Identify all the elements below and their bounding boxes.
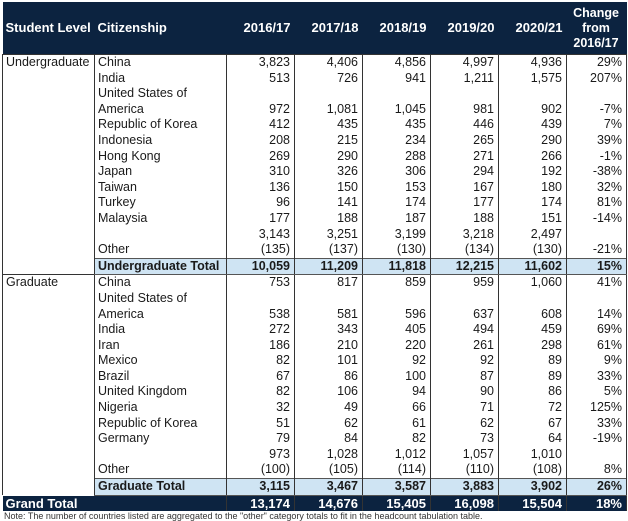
value-cell — [295, 447, 363, 479]
citizenship-cell: Indonesia — [95, 133, 227, 149]
other-count: 3,199 — [394, 226, 426, 241]
other-countries-count: (135) — [260, 242, 290, 257]
table-row — [3, 400, 627, 416]
change-cell: 39% — [567, 133, 627, 149]
value-cell: 177 — [227, 211, 295, 227]
subtotal-value: 3,115 — [227, 479, 295, 496]
value-cell — [431, 447, 499, 479]
change-cell: -38% — [567, 164, 627, 180]
change-cell: -1% — [567, 149, 627, 165]
value-cell: 272 — [227, 322, 295, 338]
subtotal-value: 11,209 — [295, 258, 363, 275]
change-cell: 125% — [567, 400, 627, 416]
value-cell: 208 — [227, 133, 295, 149]
value-cell: 1,045 — [363, 86, 431, 117]
grand-total-value: 16,098 — [431, 495, 499, 511]
value-cell: 151 — [499, 211, 567, 227]
subtotal-change: 26% — [567, 479, 627, 496]
change-cell: 207% — [567, 71, 627, 87]
value-cell — [499, 227, 567, 259]
value-cell: 92 — [363, 353, 431, 369]
value-cell — [295, 227, 363, 259]
value-cell: 89 — [499, 353, 567, 369]
value-cell: 4,406 — [295, 55, 363, 71]
subtotal-row — [3, 258, 627, 275]
value-cell: 136 — [227, 180, 295, 196]
citizenship-cell: Mexico — [95, 353, 227, 369]
value-cell: 73 — [431, 431, 499, 447]
citizenship-cell: United Kingdom — [95, 384, 227, 400]
citizenship-cell: India — [95, 322, 227, 338]
table-row — [3, 291, 627, 322]
table-row — [3, 71, 627, 87]
value-cell — [431, 227, 499, 259]
value-cell: 1,060 — [499, 275, 567, 291]
other-count: 3,143 — [258, 226, 290, 241]
value-cell: 210 — [295, 338, 363, 354]
table-row — [3, 133, 627, 149]
footnote: Note: The number of countries listed are aggregated to the "other" category totals to fit in the headcount tabulation table. — [4, 511, 483, 521]
other-count: 1,028 — [326, 446, 358, 461]
value-cell — [363, 227, 431, 259]
change-cell: 32% — [567, 180, 627, 196]
value-cell: 86 — [499, 384, 567, 400]
header-change — [567, 2, 627, 55]
value-cell: 188 — [431, 211, 499, 227]
citizenship-cell: Other — [95, 227, 227, 259]
header-citizenship: Citizenship — [95, 2, 227, 55]
subtotal-value: 3,467 — [295, 479, 363, 496]
value-cell: 271 — [431, 149, 499, 165]
value-cell: 435 — [363, 117, 431, 133]
value-cell: 192 — [499, 164, 567, 180]
value-cell: 72 — [499, 400, 567, 416]
change-cell: 8% — [567, 447, 627, 479]
value-cell: 941 — [363, 71, 431, 87]
value-cell: 1,081 — [295, 86, 363, 117]
value-cell: 84 — [295, 431, 363, 447]
subtotal-value: 11,602 — [499, 258, 567, 275]
other-countries-count: (110) — [465, 462, 494, 477]
value-cell: 62 — [295, 416, 363, 432]
citizenship-cell: Other — [95, 447, 227, 479]
table-row — [3, 338, 627, 354]
value-cell: 177 — [431, 195, 499, 211]
value-cell: 290 — [295, 149, 363, 165]
value-cell: 405 — [363, 322, 431, 338]
grand-total-value: 14,676 — [295, 495, 363, 511]
value-cell: 174 — [499, 195, 567, 211]
table-row — [3, 369, 627, 385]
other-count: 2,497 — [530, 226, 562, 241]
table-row-other — [3, 227, 627, 259]
citizenship-cell: Malaysia — [95, 211, 227, 227]
value-cell: 94 — [363, 384, 431, 400]
value-cell: 726 — [295, 71, 363, 87]
value-cell: 581 — [295, 291, 363, 322]
value-cell: 310 — [227, 164, 295, 180]
value-cell: 288 — [363, 149, 431, 165]
other-count: 1,012 — [394, 446, 426, 461]
subtotal-spacer — [3, 479, 95, 496]
value-cell: 753 — [227, 275, 295, 291]
header-row — [3, 2, 627, 55]
value-cell: 435 — [295, 117, 363, 133]
header-year: 2019/20 — [431, 2, 499, 55]
enrollment-table — [2, 2, 627, 511]
value-cell: 96 — [227, 195, 295, 211]
value-cell: 538 — [227, 291, 295, 322]
header-year: 2018/19 — [363, 2, 431, 55]
value-cell: 82 — [227, 384, 295, 400]
other-count: 1,010 — [530, 446, 562, 461]
header-change-line: from — [582, 20, 610, 35]
table-row — [3, 211, 627, 227]
table-row-other — [3, 447, 627, 479]
citizenship-cell: India — [95, 71, 227, 87]
value-cell: 306 — [363, 164, 431, 180]
value-cell: 186 — [227, 338, 295, 354]
citizenship-cell: Hong Kong — [95, 149, 227, 165]
value-cell: 86 — [295, 369, 363, 385]
value-cell: 106 — [295, 384, 363, 400]
subtotal-value: 3,883 — [431, 479, 499, 496]
value-cell: 294 — [431, 164, 499, 180]
value-cell: 67 — [227, 369, 295, 385]
subtotal-value: 3,902 — [499, 479, 567, 496]
value-cell: 596 — [363, 291, 431, 322]
other-count: 1,057 — [462, 446, 494, 461]
value-cell: 817 — [295, 275, 363, 291]
table-row — [3, 353, 627, 369]
value-cell: 959 — [431, 275, 499, 291]
value-cell: 220 — [363, 338, 431, 354]
value-cell — [227, 227, 295, 259]
change-cell: 69% — [567, 322, 627, 338]
other-countries-count: (130) — [532, 242, 562, 257]
header-change-line: Change — [573, 5, 619, 20]
citizenship-cell: China — [95, 55, 227, 71]
citizenship-cell: Turkey — [95, 195, 227, 211]
value-cell: 92 — [431, 353, 499, 369]
value-cell: 167 — [431, 180, 499, 196]
other-count: 973 — [269, 446, 290, 461]
change-cell: 7% — [567, 117, 627, 133]
change-cell: 41% — [567, 275, 627, 291]
value-cell: 439 — [499, 117, 567, 133]
citizenship-cell: Iran — [95, 338, 227, 354]
other-countries-count: (108) — [532, 462, 562, 477]
citizenship-cell: Nigeria — [95, 400, 227, 416]
value-cell: 326 — [295, 164, 363, 180]
subtotal-spacer — [3, 258, 95, 275]
value-cell: 71 — [431, 400, 499, 416]
subtotal-change: 15% — [567, 258, 627, 275]
value-cell: 859 — [363, 275, 431, 291]
value-cell: 150 — [295, 180, 363, 196]
value-cell: 90 — [431, 384, 499, 400]
table-row — [3, 322, 627, 338]
value-cell: 981 — [431, 86, 499, 117]
change-cell: 14% — [567, 291, 627, 322]
subtotal-label: Graduate Total — [95, 479, 227, 496]
value-cell: 174 — [363, 195, 431, 211]
value-cell — [363, 447, 431, 479]
table-row — [3, 86, 627, 117]
table-row — [3, 149, 627, 165]
value-cell: 290 — [499, 133, 567, 149]
change-cell: -21% — [567, 227, 627, 259]
value-cell: 608 — [499, 291, 567, 322]
value-cell: 89 — [499, 369, 567, 385]
table-row — [3, 117, 627, 133]
other-countries-count: (114) — [397, 462, 426, 477]
table-row — [3, 164, 627, 180]
value-cell: 261 — [431, 338, 499, 354]
header-student-level: Student Level — [3, 2, 95, 55]
subtotal-value: 3,587 — [363, 479, 431, 496]
citizenship-cell: Japan — [95, 164, 227, 180]
citizenship-cell: Taiwan — [95, 180, 227, 196]
value-cell — [499, 447, 567, 479]
value-cell — [227, 447, 295, 479]
value-cell: 4,856 — [363, 55, 431, 71]
value-cell: 266 — [499, 149, 567, 165]
value-cell: 49 — [295, 400, 363, 416]
value-cell: 1,575 — [499, 71, 567, 87]
header-year: 2016/17 — [227, 2, 295, 55]
value-cell: 234 — [363, 133, 431, 149]
value-cell: 4,997 — [431, 55, 499, 71]
change-cell: 29% — [567, 55, 627, 71]
value-cell: 343 — [295, 322, 363, 338]
other-count: 3,218 — [462, 226, 494, 241]
value-cell: 513 — [227, 71, 295, 87]
table-row — [3, 195, 627, 211]
value-cell: 62 — [431, 416, 499, 432]
student-level-cell: Undergraduate — [3, 55, 95, 259]
value-cell: 187 — [363, 211, 431, 227]
subtotal-value: 12,215 — [431, 258, 499, 275]
citizenship-cell: Republic of Korea — [95, 117, 227, 133]
other-countries-count: (134) — [464, 242, 494, 257]
citizenship-cell: United States of America — [95, 86, 227, 117]
value-cell: 101 — [295, 353, 363, 369]
value-cell: 3,823 — [227, 55, 295, 71]
value-cell: 87 — [431, 369, 499, 385]
value-cell: 66 — [363, 400, 431, 416]
value-cell: 446 — [431, 117, 499, 133]
value-cell: 51 — [227, 416, 295, 432]
value-cell: 67 — [499, 416, 567, 432]
value-cell: 637 — [431, 291, 499, 322]
other-countries-count: (137) — [328, 242, 358, 257]
value-cell: 412 — [227, 117, 295, 133]
table-row — [3, 180, 627, 196]
other-countries-count: (130) — [396, 242, 426, 257]
subtotal-value: 10,059 — [227, 258, 295, 275]
other-count: 3,251 — [326, 226, 358, 241]
header-year: 2017/18 — [295, 2, 363, 55]
header-change-line: 2016/17 — [573, 35, 619, 50]
grand-total-label: Grand Total — [3, 495, 227, 511]
table-row — [3, 55, 627, 71]
table-row — [3, 384, 627, 400]
value-cell: 215 — [295, 133, 363, 149]
value-cell: 61 — [363, 416, 431, 432]
value-cell: 82 — [227, 353, 295, 369]
value-cell: 298 — [499, 338, 567, 354]
value-cell: 1,211 — [431, 71, 499, 87]
header-year: 2020/21 — [499, 2, 567, 55]
value-cell: 265 — [431, 133, 499, 149]
value-cell: 153 — [363, 180, 431, 196]
value-cell: 269 — [227, 149, 295, 165]
value-cell: 141 — [295, 195, 363, 211]
grand-total-value: 15,504 — [499, 495, 567, 511]
citizenship-cell: China — [95, 275, 227, 291]
value-cell: 64 — [499, 431, 567, 447]
change-cell: 5% — [567, 384, 627, 400]
value-cell: 188 — [295, 211, 363, 227]
subtotal-value: 11,818 — [363, 258, 431, 275]
change-cell: 33% — [567, 369, 627, 385]
subtotal-row — [3, 479, 627, 496]
table-row — [3, 275, 627, 291]
grand-total-value: 15,405 — [363, 495, 431, 511]
grand-total-row — [3, 495, 627, 511]
value-cell: 494 — [431, 322, 499, 338]
citizenship-cell: Brazil — [95, 369, 227, 385]
grand-total-change: 18% — [567, 495, 627, 511]
grand-total-value: 13,174 — [227, 495, 295, 511]
value-cell: 902 — [499, 86, 567, 117]
change-cell: -7% — [567, 86, 627, 117]
value-cell: 79 — [227, 431, 295, 447]
citizenship-cell: Germany — [95, 431, 227, 447]
other-countries-count: (100) — [260, 462, 290, 477]
change-cell: 33% — [567, 416, 627, 432]
change-cell: -14% — [567, 211, 627, 227]
citizenship-cell: Republic of Korea — [95, 416, 227, 432]
value-cell: 32 — [227, 400, 295, 416]
value-cell: 100 — [363, 369, 431, 385]
other-countries-count: (105) — [328, 462, 358, 477]
table-row — [3, 416, 627, 432]
value-cell: 972 — [227, 86, 295, 117]
change-cell: 81% — [567, 195, 627, 211]
citizenship-cell: United States of America — [95, 291, 227, 322]
change-cell: -19% — [567, 431, 627, 447]
value-cell: 4,936 — [499, 55, 567, 71]
value-cell: 459 — [499, 322, 567, 338]
table-row — [3, 431, 627, 447]
value-cell: 82 — [363, 431, 431, 447]
subtotal-label: Undergraduate Total — [95, 258, 227, 275]
change-cell: 9% — [567, 353, 627, 369]
value-cell: 180 — [499, 180, 567, 196]
change-cell: 61% — [567, 338, 627, 354]
student-level-cell: Graduate — [3, 275, 95, 479]
